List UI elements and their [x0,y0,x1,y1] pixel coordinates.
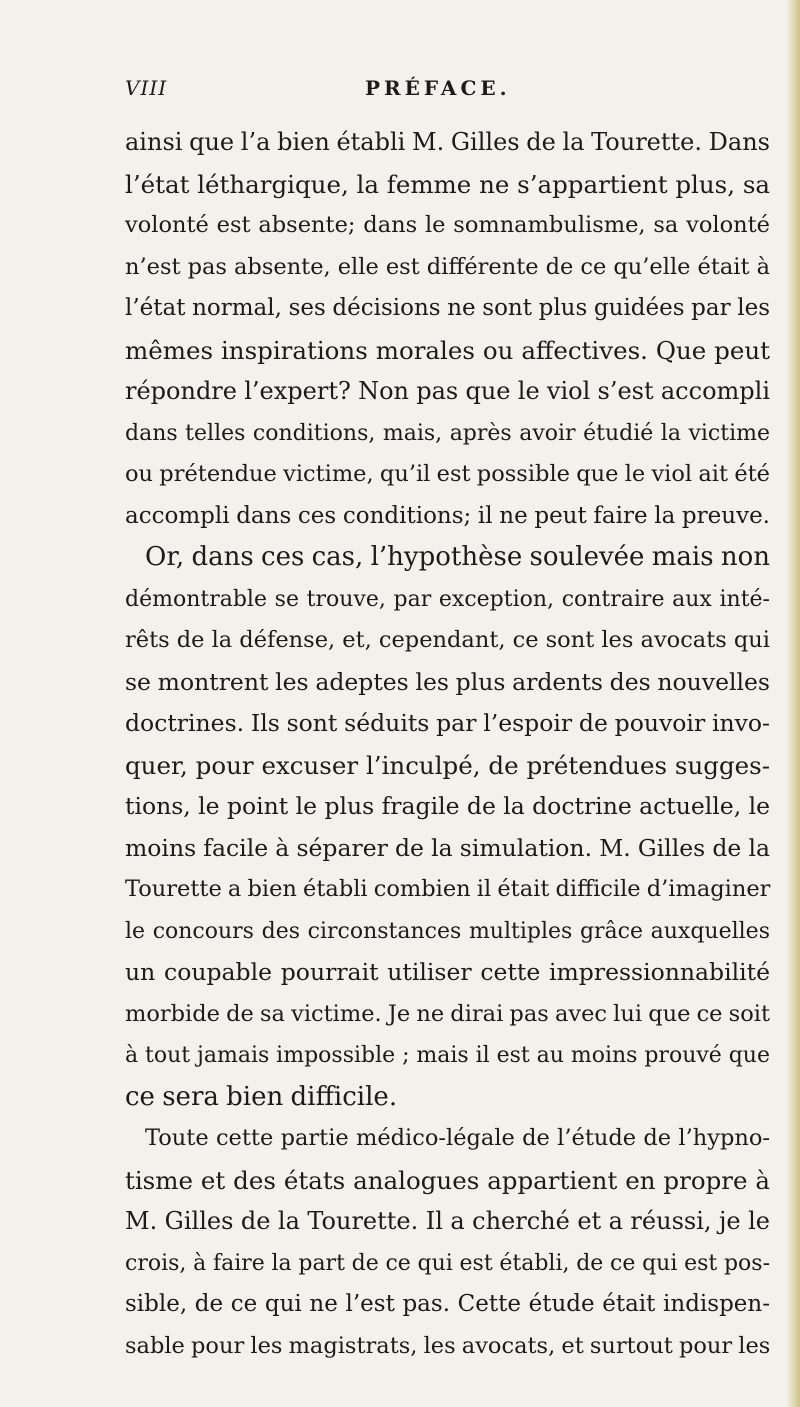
text-line: Toute cette partie médico-légale de l’étude de l’hypno- [145,1125,770,1151]
body-text [125,122,770,1367]
text-line: l’état léthargique, la femme ne s’appartient plus, sa [125,169,770,199]
page-header [125,76,765,106]
text-line: volonté est absente; dans le somnambulisme, sa volonté [125,212,770,238]
text-line: répondre l’expert? Non pas que le viol s’est accompli [125,377,770,405]
text-line: n’est pas absente, elle est différente de ce qu’elle était à [125,253,770,280]
text-line: tions, le point le plus fragile de la doctrine actuelle, le [125,792,770,820]
page-number: VIII [125,76,168,100]
text-line: dans telles conditions, mais, après avoir étudié la victime [125,420,770,446]
text-line: quer, pour excuser l’inculpé, de prétendues sugges- [125,750,770,780]
text-line: se montrent les adeptes les plus ardents des nouvelles [125,667,770,696]
text-line: doctrines. Ils sont séduits par l’espoir de pouvoir invo- [125,709,770,737]
text-line: ainsi que l’a bien établi M. Gilles de la Tourette. Dans [125,128,770,156]
text-line: à tout jamais impossible ; mais il est au moins prouvé que [125,1043,770,1068]
running-title: PRÉFACE. [365,76,511,100]
text-line: ou prétendue victime, qu’il est possible que le viol ait été [125,461,770,487]
text-line: mêmes inspirations morales ou affectives. Que peut [125,335,770,365]
text-line: tisme et des états analogues appartient en propre à [125,1165,770,1195]
text-line: crois, à faire la part de ce qui est établi, de ce qui est pos- [125,1250,770,1276]
text-line: morbide de sa victime. Je ne dirai pas avec lui que ce soit [125,1000,770,1027]
text-line: sable pour les magistrats, les avocats, et surtout pour les [125,1332,771,1359]
text-line: rêts de la défense, et, cependant, ce sont les avocats qui [125,627,770,653]
text-line: accompli dans ces conditions; il ne peut faire la preuve. [125,502,770,529]
text-line: démontrable se trouve, par exception, contraire aux inté- [125,586,770,612]
text-line: un coupable pourrait utiliser cette impressionnabilité [125,958,770,986]
text-line: moins facile à séparer de la simulation. M. Gilles de la [125,833,770,862]
text-line: Tourette a bien établi combien il était difficile d’imaginer [125,876,771,902]
text-line: Or, dans ces cas, l’hypothèse soulevée mais non [145,542,770,572]
text-line: l’état normal, ses décisions ne sont plus guidées par les [125,295,770,321]
text-line: sible, de ce qui ne l’est pas. Cette étude était indispen- [125,1291,770,1317]
text-line: M. Gilles de la Tourette. Il a cherché et a réussi, je le [125,1207,770,1235]
text-line: le concours des circonstances multiples grâce auxquelles [125,918,770,944]
text-line: ce sera bien difficile. [125,1081,398,1112]
page-edge [786,0,800,1407]
